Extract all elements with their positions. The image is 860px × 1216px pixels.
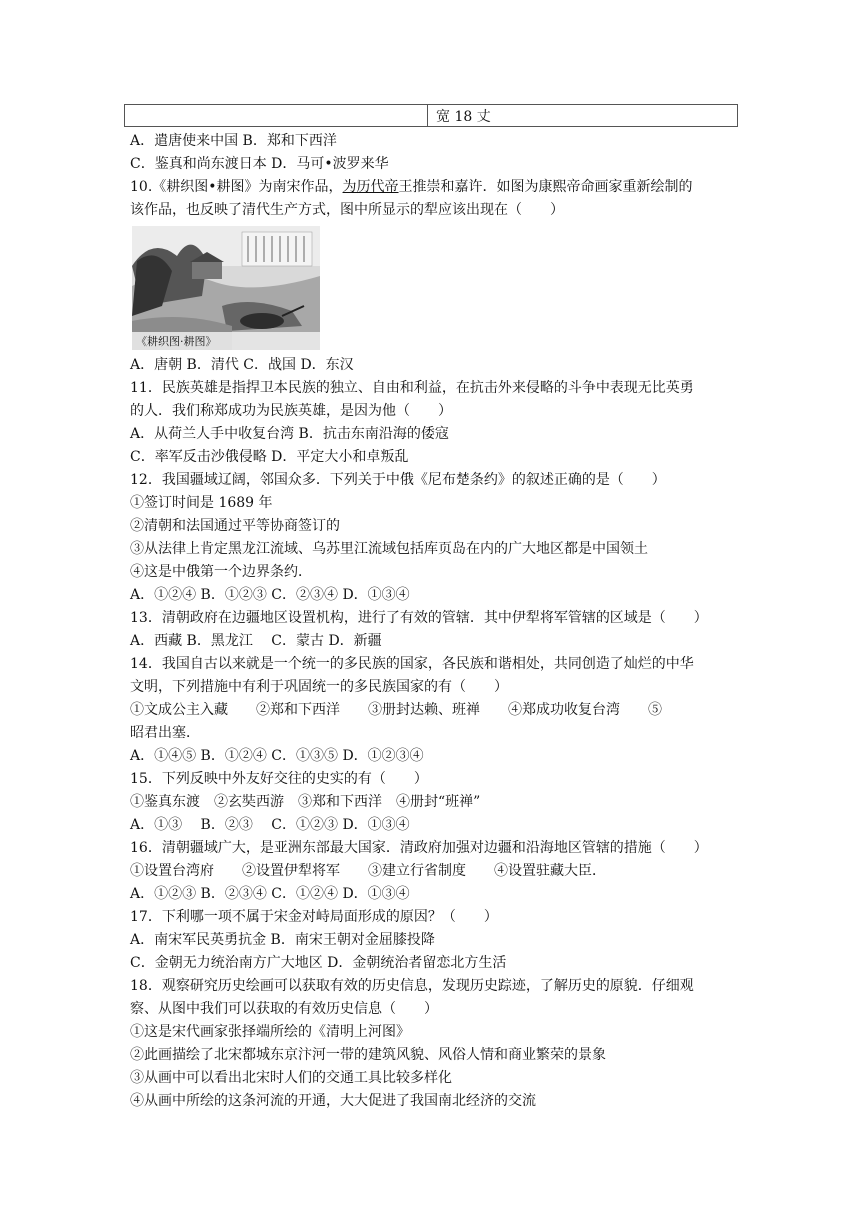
question-line: 文明，下列措施中有利于巩固统一的多民族国家的有（ ） xyxy=(130,679,508,695)
question-line: 12．我国疆域辽阔，邻国众多．下列关于中俄《尼布楚条约》的叙述正确的是（ ） xyxy=(130,472,666,488)
statement-line: ①这是宋代画家张择端所绘的《清明上河图》 xyxy=(130,1024,410,1040)
question-line: 15．下列反映中外友好交往的史实的有（ ） xyxy=(130,771,428,787)
statement-line: 昭君出塞． xyxy=(130,725,200,741)
question-10-line-1: 10.《耕织图•耕图》为南宋作品，为历代帝王推崇和嘉许．如图为康熙帝命画家重新绘制的 xyxy=(130,179,693,195)
underlined-text: 为历代帝 xyxy=(342,179,399,195)
statement-line: ①文成公主入藏 ②郑和下西洋 ③册封达赖、班禅 ④郑成功收复台湾 ⑤ xyxy=(130,702,662,718)
question-line: 16．清朝疆域广大，是亚洲东部最大国家．清政府加强对边疆和沿海地区管辖的措施（ ） xyxy=(130,840,708,856)
statement-line: ④这是中俄第一个边界条约． xyxy=(130,564,312,580)
question-line: 的人．我们称郑成功为民族英雄，是因为他（ ） xyxy=(130,403,452,419)
figure-caption: 《耕织图·耕图》 xyxy=(136,335,217,348)
question-line: 14．我国自古以来就是一个统一的多民族的国家，各民族和谐相处，共同创造了灿烂的中华 xyxy=(130,656,694,672)
option-line: A．从荷兰人手中收复台湾 B．抗击东南沿海的倭寇 xyxy=(130,426,449,442)
table-cell-width: 宽 18 丈 xyxy=(428,105,738,127)
option-line: A．西藏 B．黑龙江 C．蒙古 D．新疆 xyxy=(130,633,382,649)
option-line: A．①②④ B．①②③ C．②③④ D．①③④ xyxy=(130,587,410,603)
option-line: A．①④⑤ B．①②④ C．①③⑤ D．①②③④ xyxy=(130,748,424,764)
statement-line: ③从法律上肯定黑龙江流域、乌苏里江流域包括库页岛在内的广大地区都是中国领土 xyxy=(130,541,648,557)
option-line: A．遣唐使来中国 B．郑和下西洋 xyxy=(130,133,337,149)
question-content xyxy=(130,130,740,1113)
question-line: 18．观察研究历史绘画可以获取有效的历史信息，发现历史踪迹，了解历史的原貌．仔细观 xyxy=(130,978,694,994)
option-line: C．率军反击沙俄侵略 D．平定大小和卓叛乱 xyxy=(130,449,409,465)
farming-painting-image xyxy=(132,226,320,350)
option-line: C．金朝无力统治南方广大地区 D．金朝统治者留恋北方生活 xyxy=(130,955,507,971)
table-cell-empty xyxy=(125,105,428,127)
statement-line: ①鉴真东渡 ②玄奘西游 ③郑和下西洋 ④册封“班禅” xyxy=(130,794,481,810)
option-line: A．南宋军民英勇抗金 B．南宋王朝对金屈膝投降 xyxy=(130,932,435,948)
question-line: 13．清朝政府在边疆地区设置机构，进行了有效的管辖．其中伊犁将军管辖的区域是（ ） xyxy=(130,610,708,626)
question-10-options: A．唐朝 B．清代 C．战国 D．东汉 xyxy=(130,357,354,373)
statement-line: ①签订时间是 1689 年 xyxy=(130,495,273,511)
question-10-line-2: 该作品，也反映了清代生产方式，图中所显示的犁应该出现在（ ） xyxy=(130,202,564,218)
option-line: C．鉴真和尚东渡日本 D．马可•波罗来华 xyxy=(130,156,389,172)
statement-line: ①设置台湾府 ②设置伊犁将军 ③建立行省制度 ④设置驻藏大臣． xyxy=(130,863,606,879)
question-line: 察、从图中我们可以获取的有效历史信息（ ） xyxy=(130,1001,438,1017)
option-line: A．①②③ B．②③④ C．①②④ D．①③④ xyxy=(130,886,410,902)
statement-line: ②清朝和法国通过平等协商签订的 xyxy=(130,518,340,534)
question-line: 17．下利哪一项不属于宋金对峙局面形成的原因？（ ） xyxy=(130,909,498,925)
statement-line: ④从画中所绘的这条河流的开通，大大促进了我国南北经济的交流 xyxy=(130,1093,536,1109)
statement-line: ②此画描绘了北宋都城东京汴河一带的建筑风貌、风俗人情和商业繁荣的景象 xyxy=(130,1047,606,1063)
statement-line: ③从画中可以看出北宋时人们的交通工具比较多样化 xyxy=(130,1070,452,1086)
info-table xyxy=(124,104,738,127)
question-line: 11．民族英雄是指捍卫本民族的独立、自由和利益，在抗击外来侵略的斗争中表现无比英勇 xyxy=(130,380,694,396)
option-line: A．①③ B．②③ C．①②③ D．①③④ xyxy=(130,817,410,833)
